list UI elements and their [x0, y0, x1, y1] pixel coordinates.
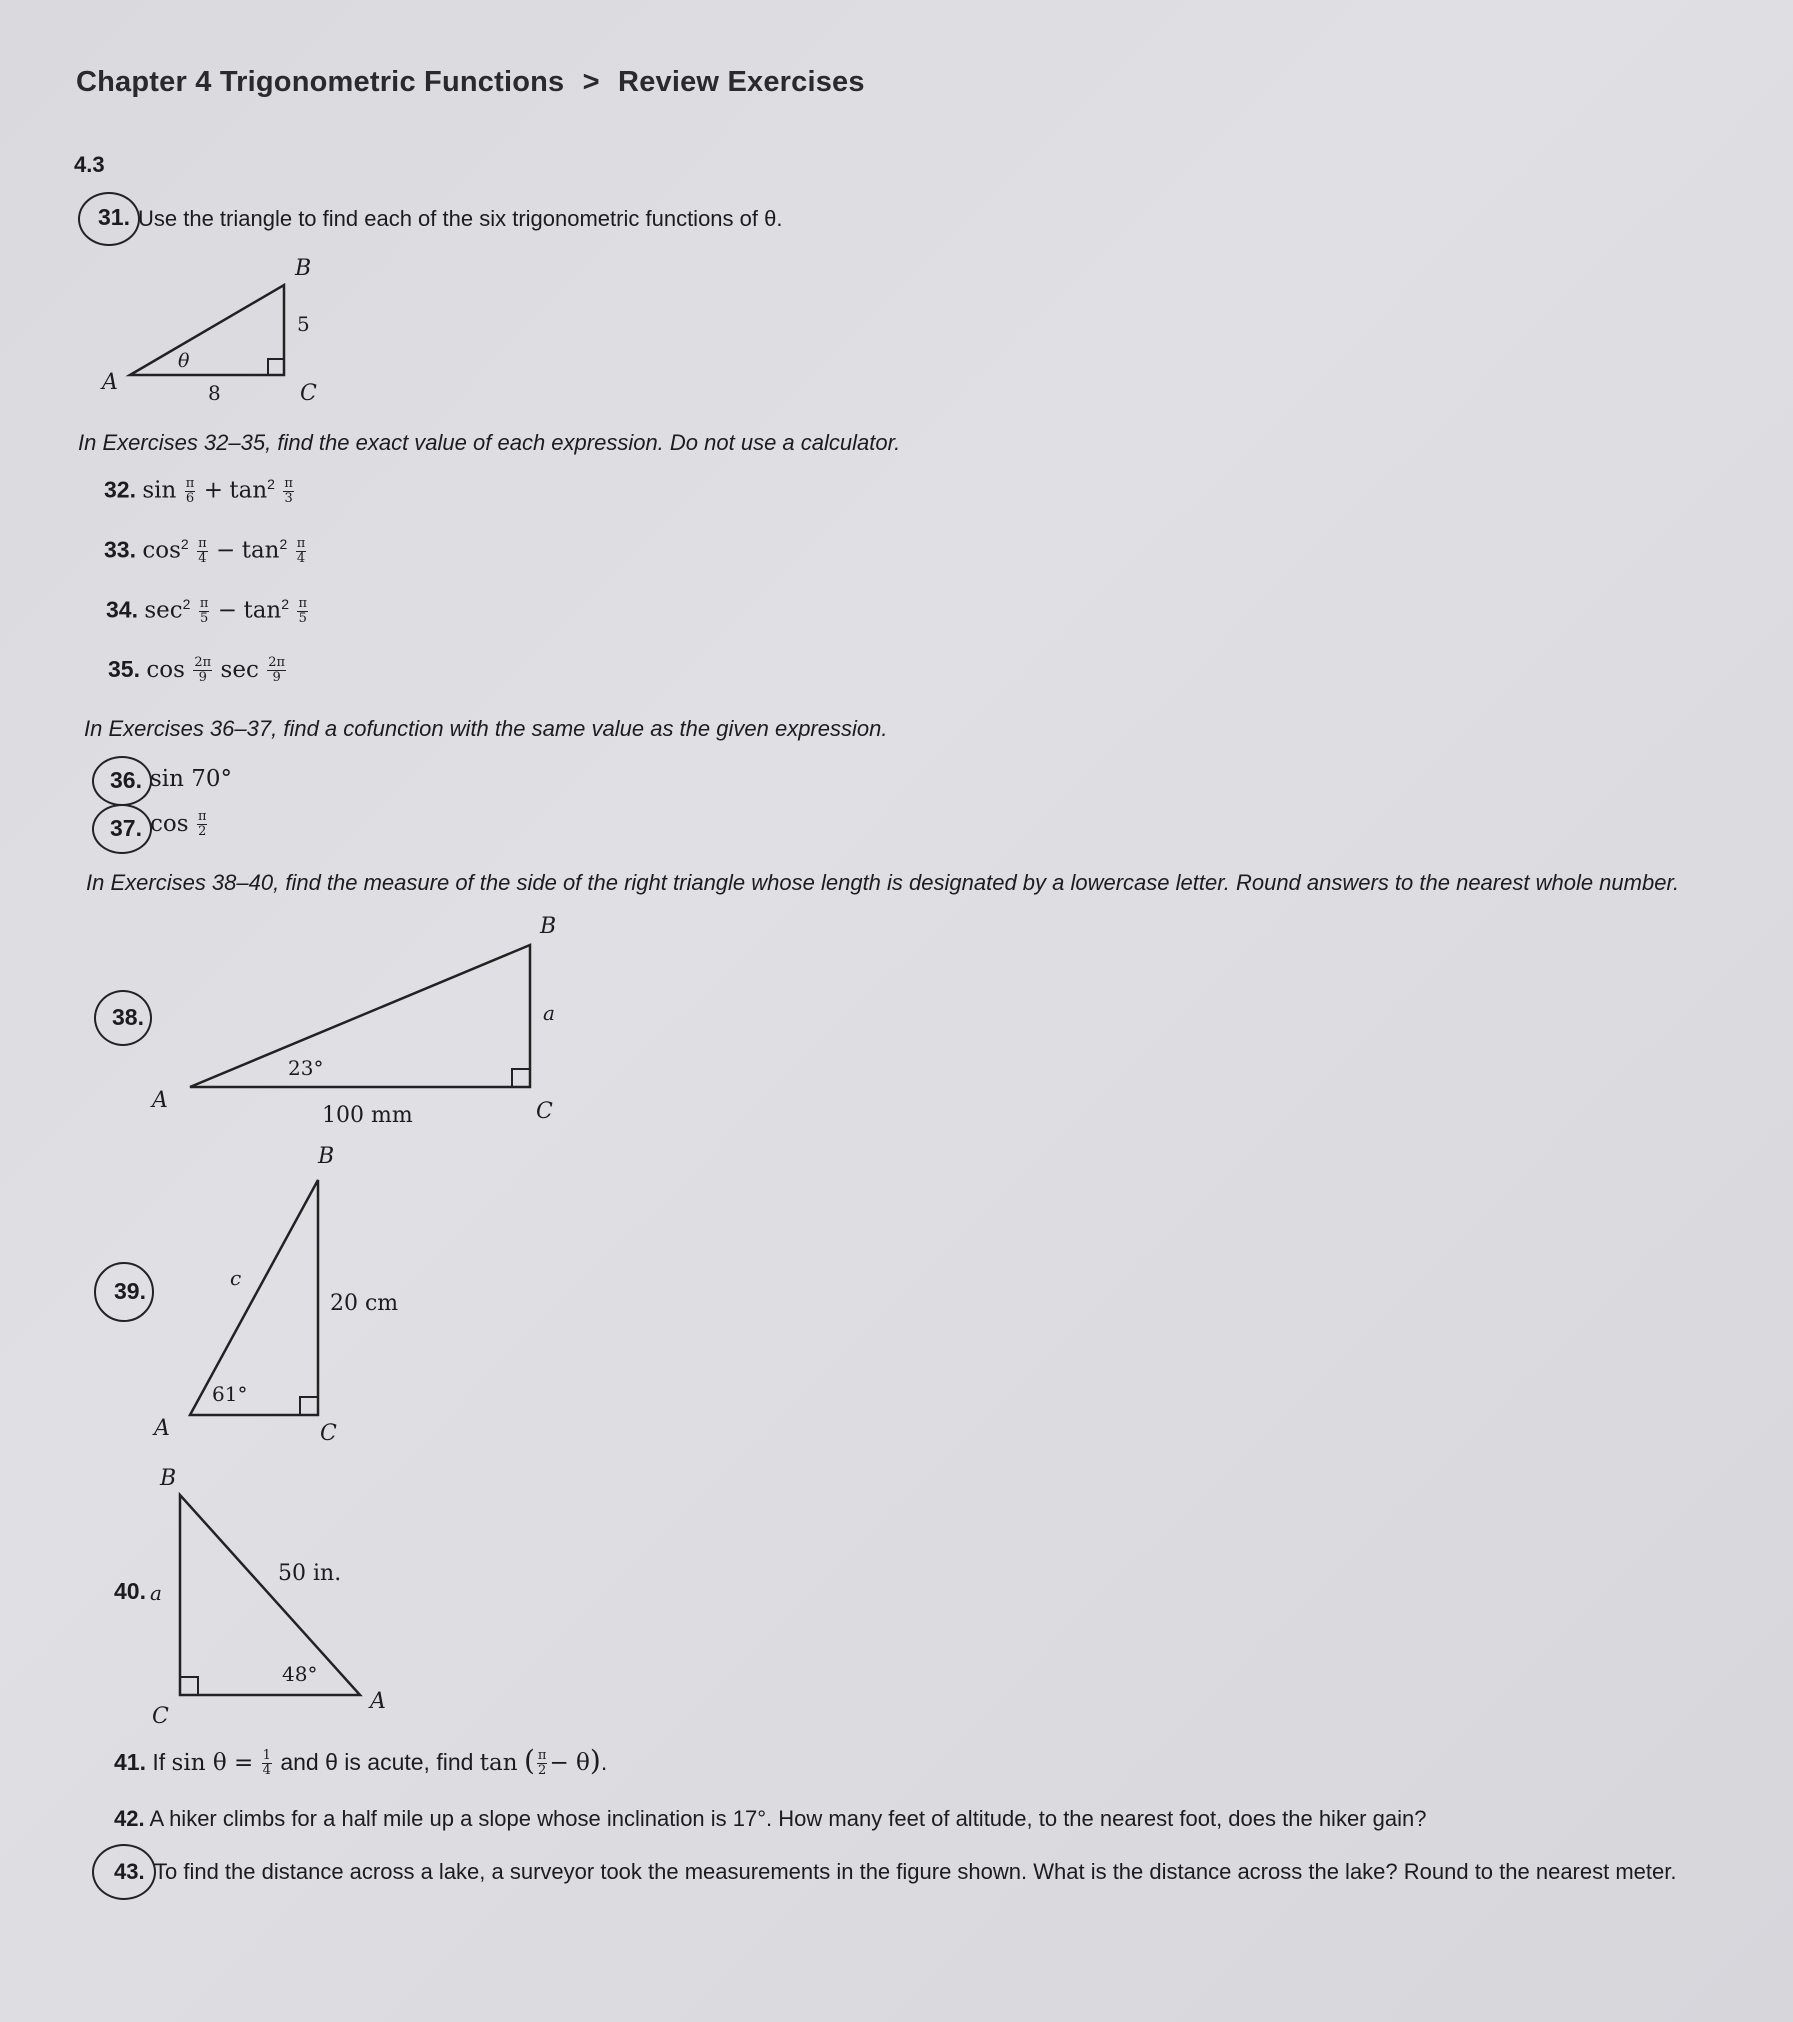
operator: −	[216, 537, 236, 564]
exponent: 2	[180, 536, 189, 552]
vertex-a-label: A	[154, 1416, 170, 1441]
exponent: 2	[281, 596, 290, 612]
hypotenuse-label: 50 in.	[278, 1561, 342, 1586]
function-name: tan	[241, 537, 280, 564]
vertex-a-label: A	[152, 1088, 168, 1113]
exercise-text: Use the triangle to find each of the six trigonometric functions of θ.	[138, 206, 783, 231]
triangle-shape	[130, 285, 284, 375]
right-angle-mark	[300, 1397, 318, 1415]
vertex-b-label: B	[318, 1144, 335, 1169]
operator: −	[217, 597, 238, 624]
fraction: $\frac{2\pi}{9}$	[194, 655, 212, 686]
side-a-label: a	[150, 1581, 162, 1605]
side-a-label: a	[543, 1001, 555, 1025]
exercise-32	[104, 476, 296, 506]
fraction: $\frac{\pi}{4}$	[296, 536, 306, 567]
function-name: tan	[479, 1750, 518, 1776]
exercise-text: To find the distance across a lake, a surveyor took the measurements in the figure shown. What is the distance across the lake? Round to the nearest meter.	[154, 1859, 1677, 1884]
instructions-38-40: In Exercises 38–40, find the measure of the side of the right triangle whose length is designated by a lowercase letter. Round answers to the nearest whole number.	[86, 870, 1680, 895]
side-c-label: c	[230, 1266, 242, 1290]
side-ac-label: 8	[208, 381, 221, 405]
vertex-a-label: A	[102, 370, 118, 395]
exercise-36	[92, 756, 392, 806]
chapter-title: Chapter 4 Trigonometric Functions	[76, 66, 565, 98]
triangle-shape	[190, 1180, 318, 1415]
vertex-c-label: C	[536, 1099, 553, 1124]
side-bc-label: 5	[297, 312, 310, 336]
fraction: $\frac{\pi}{6}$	[185, 476, 195, 507]
vertex-a-label: A	[370, 1689, 386, 1714]
exercise-number: 38.	[112, 1004, 144, 1030]
triangle-shape	[190, 945, 530, 1087]
text: If	[152, 1749, 166, 1775]
exercise-number: 35.	[108, 656, 140, 682]
text: .	[600, 1749, 608, 1775]
exercise-number: 43.	[114, 1859, 145, 1884]
triangle-39	[140, 1135, 460, 1455]
triangle-shape	[180, 1495, 360, 1695]
exercise-35	[108, 656, 288, 685]
leg-label: 20 cm	[330, 1291, 399, 1316]
fraction: $\frac{\pi}{5}$	[298, 596, 307, 627]
function-name: sec	[220, 657, 259, 683]
breadcrumb-separator: >	[582, 66, 600, 98]
base-label: 100 mm	[322, 1103, 413, 1128]
exercise-43	[92, 1844, 1792, 1904]
angle-label: 48°	[282, 1662, 318, 1686]
fraction: $\frac{1}{4}$	[262, 1748, 271, 1779]
exercise-37	[92, 804, 392, 854]
function-name: sin	[142, 477, 177, 504]
fraction: $\frac{2\pi}{9}$	[268, 655, 286, 686]
exercise-number: 36.	[110, 767, 142, 793]
function-name: tan	[229, 477, 268, 504]
right-angle-mark	[180, 1677, 198, 1695]
exponent: 2	[182, 596, 191, 612]
section-title: Review Exercises	[618, 66, 865, 98]
section-number: 4.3	[74, 152, 105, 177]
triangle-31	[90, 245, 350, 415]
exercise-number: 31.	[98, 204, 130, 230]
fraction: $\frac{\pi}{5}$	[199, 596, 209, 627]
exercise-number: 41.	[114, 1749, 146, 1775]
exercise-number: 42.	[114, 1806, 145, 1831]
triangle-38	[140, 905, 580, 1135]
operator: +	[203, 477, 223, 504]
triangle-40	[140, 1455, 460, 1740]
right-angle-mark	[268, 359, 284, 375]
exercise-42	[114, 1806, 1426, 1832]
exercise-text: A hiker climbs for a half mile up a slope whose inclination is 17°. How many feet of altitude, to the nearest foot, does the hiker gain?	[149, 1806, 1427, 1831]
instructions-36-37: In Exercises 36–37, find a cofunction with the same value as the given expression.	[84, 716, 888, 741]
function-name: tan	[243, 597, 282, 624]
fraction: $\frac{\pi}{3}$	[284, 476, 293, 507]
expression: sin 70°	[150, 766, 233, 792]
fraction: $\frac{\pi}{4}$	[198, 536, 207, 567]
angle-label: 61°	[212, 1382, 248, 1406]
vertex-b-label: B	[295, 256, 312, 281]
text: and θ is acute, find	[280, 1749, 474, 1775]
function-name: cos	[142, 537, 181, 564]
expression: sin θ =	[171, 1750, 254, 1776]
function-name: cos	[146, 657, 185, 683]
instructions-32-35: In Exercises 32–35, find the exact value of each expression. Do not use a calculator.	[78, 430, 901, 455]
expression: − θ	[549, 1750, 590, 1776]
exercise-number: 34.	[106, 596, 138, 623]
exponent: 2	[267, 476, 275, 492]
vertex-c-label: C	[300, 381, 317, 406]
exercise-34	[106, 596, 310, 626]
exercise-33	[104, 536, 308, 566]
vertex-b-label: B	[540, 914, 557, 939]
vertex-c-label: C	[152, 1704, 169, 1729]
function-name: cos	[150, 811, 189, 837]
exercise-number: 40.	[114, 1578, 146, 1604]
exercise-number: 39.	[114, 1278, 146, 1304]
fraction: $\frac{\pi}{2}$	[537, 1748, 547, 1779]
exercise-number: 33.	[104, 536, 136, 563]
vertex-b-label: B	[160, 1466, 177, 1491]
angle-theta-label: θ	[178, 350, 190, 372]
breadcrumb	[76, 66, 865, 99]
fraction: $\frac{\pi}{2}$	[197, 809, 207, 840]
angle-label: 23°	[288, 1056, 324, 1080]
exercise-number: 32.	[104, 476, 136, 503]
vertex-c-label: C	[320, 1421, 337, 1446]
right-angle-mark	[512, 1069, 530, 1087]
exercise-41: 41. If sin θ = $\frac{1}{4}$ and θ is acute, find tan ( $\frac{\pi}{2}$ − θ).	[114, 1744, 608, 1779]
exercise-number: 37.	[110, 815, 142, 841]
function-name: sec	[144, 597, 183, 624]
exponent: 2	[279, 536, 288, 552]
